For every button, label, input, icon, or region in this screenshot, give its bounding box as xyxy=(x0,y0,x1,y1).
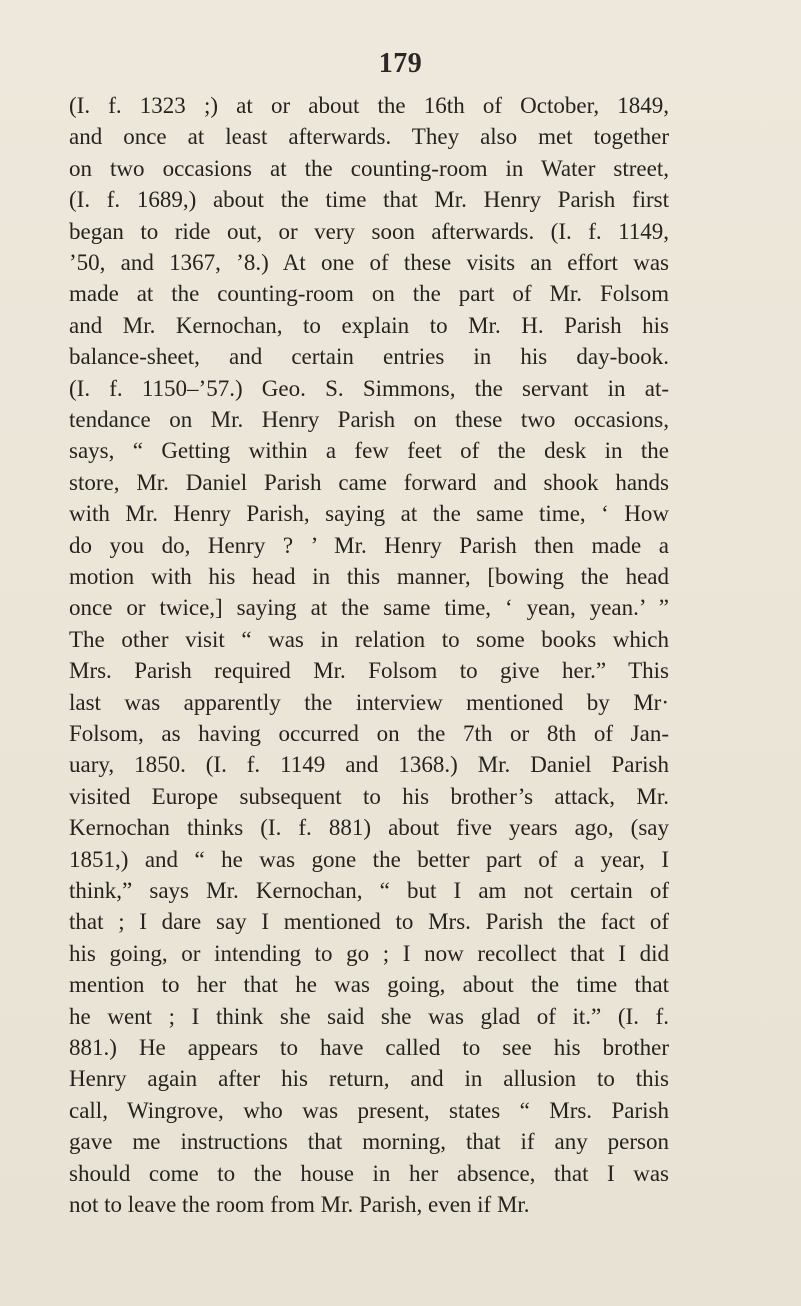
text-line: Folsom, as having occurred on the 7th or 8th of Jan- xyxy=(69,721,669,746)
text-line: (I. f. 1323 ;) at or about the 16th of October, 1849, xyxy=(69,93,669,118)
text-line: and once at least afterwards. They also met together xyxy=(69,124,669,150)
text-line: once or twice,] saying at the same time, ‘ yean, yean.’ ” xyxy=(69,595,669,621)
text-line: gave me instructions that morning, that if any person xyxy=(69,1129,669,1155)
text-line: visited Europe subsequent to his brother’s attack, Mr. xyxy=(69,783,669,809)
text-line: do you do, Henry ? ’ Mr. Henry Parish then made a xyxy=(69,532,669,558)
text-line: motion with his head in this manner, [bowing the head xyxy=(69,564,669,589)
text-line: balance-sheet, and certain entries in his day-book. xyxy=(69,344,669,370)
text-line: last was apparently the interview mentioned by Mr· xyxy=(69,689,669,715)
text-line: on two occasions at the counting-room in Water street, xyxy=(69,155,669,181)
text-line: should come to the house in her absence, that I was xyxy=(69,1160,669,1186)
text-line: with Mr. Henry Parish, saying at the same time, ‘ How xyxy=(69,501,669,527)
text-line: uary, 1850. (I. f. 1149 and 1368.) Mr. Daniel Parish xyxy=(69,752,669,778)
text-line: 1851,) and “ he was gone the better part of a year, I xyxy=(69,846,669,872)
text-line: not to leave the room from Mr. Parish, even if Mr. xyxy=(69,1192,530,1217)
text-line: his going, or intending to go ; I now recollect that I did xyxy=(69,940,669,966)
text-line: began to ride out, or very soon afterwards. (I. f. 1149, xyxy=(69,218,669,244)
text-line: 881.) He appears to have called to see his brother xyxy=(69,1035,669,1060)
text-line: store, Mr. Daniel Parish came forward and shook hands xyxy=(69,469,669,495)
page-number: 179 xyxy=(378,48,423,79)
text-line: call, Wingrove, who was present, states “ Mrs. Parish xyxy=(69,1097,669,1123)
text-line: think,” says Mr. Kernochan, “ but I am not certain of xyxy=(69,878,669,903)
text-line: says, “ Getting within a few feet of the desk in the xyxy=(69,438,669,464)
text-line: (I. f. 1689,) about the time that Mr. Henry Parish first xyxy=(69,187,669,213)
text-line: mention to her that he was going, about the time that xyxy=(69,972,669,998)
text-line: ’50, and 1367, ’8.) At one of these visits an effort was xyxy=(69,250,669,275)
text-line: (I. f. 1150–’57.) Geo. S. Simmons, the servant in at- xyxy=(69,375,669,401)
text-line: Mrs. Parish required Mr. Folsom to give her.” This xyxy=(69,658,669,684)
text-line: The other visit “ was in relation to some books which xyxy=(69,626,669,652)
text-line: tendance on Mr. Henry Parish on these two occasions, xyxy=(69,407,669,432)
text-line: that ; I dare say I mentioned to Mrs. Parish the fact of xyxy=(69,909,669,935)
text-line: Henry again after his return, and in allusion to this xyxy=(69,1066,669,1092)
text-line: he went ; I think she said she was glad of it.” (I. f. xyxy=(69,1003,669,1029)
text-line: and Mr. Kernochan, to explain to Mr. H. Parish his xyxy=(69,312,669,338)
text-line: Kernochan thinks (I. f. 881) about five years ago, (say xyxy=(69,815,669,841)
text-line: made at the counting-room on the part of Mr. Folsom xyxy=(69,281,669,307)
